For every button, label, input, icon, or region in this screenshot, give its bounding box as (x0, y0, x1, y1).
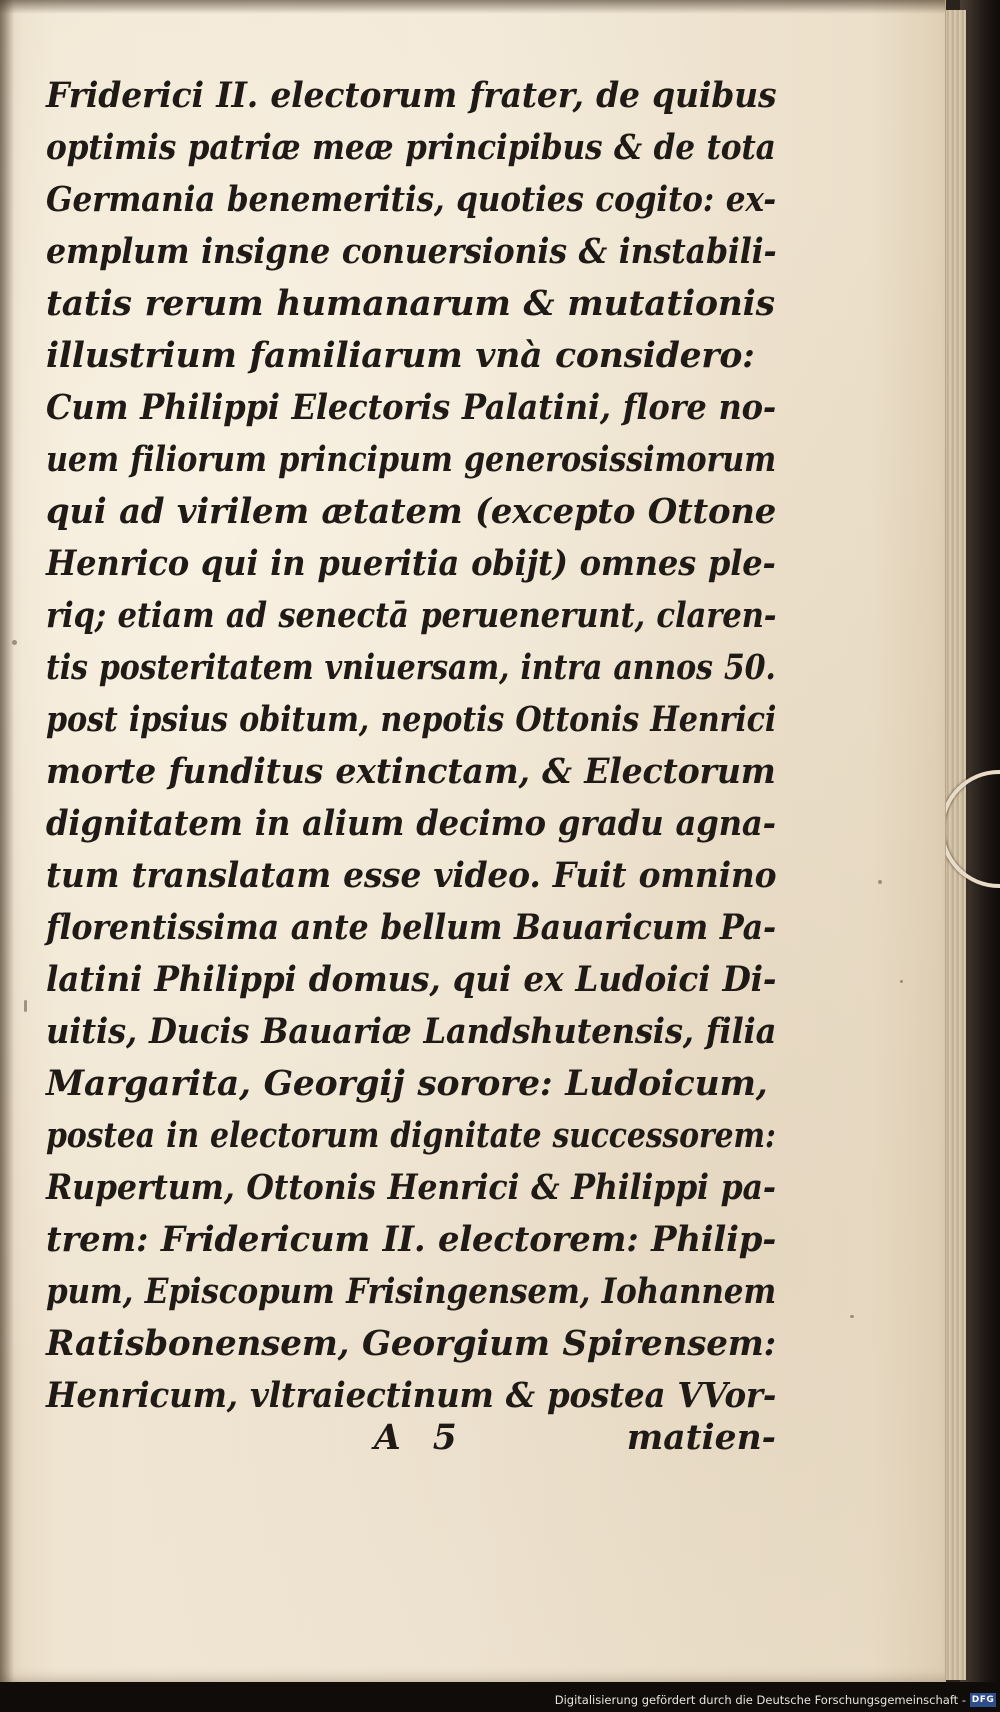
text-line: uitis, Ducis Bauariæ Landshutensis, filia (46, 1012, 777, 1052)
text-line: emplum insigne conuersionis & instabili- (46, 232, 777, 272)
footer-bar (0, 1682, 1000, 1712)
text-line: Margarita, Georgij sorore: Ludoicum, (46, 1064, 768, 1104)
text-line: latini Philippi domus, qui ex Ludoici Di- (46, 960, 777, 1000)
text-line: Cum Philippi Electoris Palatini, flore no- (46, 388, 776, 428)
paper-speck (878, 880, 882, 884)
text-line: illustrium familiarum vnà considero: (46, 336, 755, 376)
text-line: tatis rerum humanarum & mutationis (46, 284, 775, 324)
text-line: Friderici II. electorum frater, de quibus (46, 76, 777, 116)
page-footer-line (46, 1412, 776, 1464)
text-line: optimis patriæ meæ principibus & de tota (46, 128, 776, 168)
page-top-shadow (0, 0, 945, 14)
text-line: Rupertum, Ottonis Henrici & Philippi pa- (46, 1168, 776, 1208)
text-line: dignitatem in alium decimo gradu agna- (46, 804, 776, 844)
text-line: tis posteritatem vniuersam, intra annos 50. (46, 648, 776, 688)
dfg-logo: DFG (971, 1695, 995, 1705)
text-line: Henrico qui in pueritia obijt) omnes ple- (46, 544, 776, 584)
text-line: riq; etiam ad senectā peruenerunt, claren- (46, 596, 777, 636)
text-line: florentissima ante bellum Bauaricum Pa- (46, 908, 776, 948)
text-line: tum translatam esse video. Fuit omnino (46, 856, 777, 896)
binding-shadow (0, 0, 14, 1682)
paper-speck (850, 1315, 854, 1318)
page-text (46, 70, 776, 1422)
text-line: morte funditus extinctam, & Electorum (46, 752, 776, 792)
text-line: qui ad virilem ætatem (excepto Ottone (46, 492, 777, 532)
paper-speck (900, 980, 903, 983)
paper-speck (24, 1000, 27, 1012)
digitization-credit: Digitalisierung gefördert durch die Deutsche Forschungsgemeinschaft - (554, 1693, 966, 1707)
text-line: post ipsius obitum, nepotis Ottonis Henrici (46, 700, 777, 740)
paper-speck (12, 640, 17, 645)
text-line: pum, Episcopum Frisingensem, Iohannem (46, 1272, 777, 1312)
text-line: postea in electorum dignitate successorem: (46, 1116, 776, 1156)
text-line: uem filiorum principum generosissimorum (46, 440, 777, 480)
text-line: Germania benemeritis, quoties cogito: ex- (46, 180, 776, 220)
signature-mark: A 5 (374, 1418, 467, 1458)
text-line: Ratisbonensem, Georgium Spirensem: (46, 1324, 777, 1364)
catchword: matien- (626, 1418, 776, 1458)
text-line: Henricum, vltraiectinum & postea VVor- (46, 1376, 777, 1416)
text-line: trem: Fridericum II. electorem: Philip- (46, 1220, 777, 1260)
